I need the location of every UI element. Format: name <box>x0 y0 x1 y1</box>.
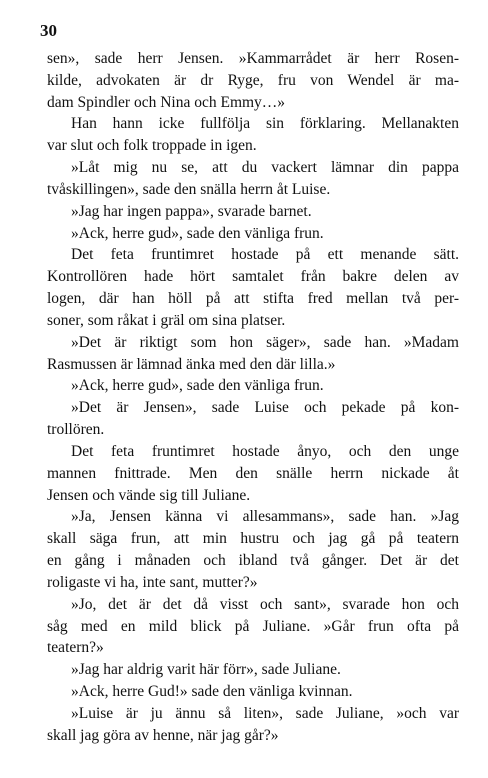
text-line: Rasmussen är lämnad änka med den där lilla.» <box>47 355 336 373</box>
text-line: trollören. <box>47 421 105 439</box>
text-line: Jensen och vände sig till Juliane. <box>47 486 251 504</box>
text-line: soner, som råkat i gräl om sina platser. <box>47 311 286 329</box>
text-line: »Luise är ju ännu så liten», sade Juliane, »och var <box>71 704 459 722</box>
text-line: logen, där han höll på att stifta fred mellan två per- <box>47 290 459 308</box>
page-number: 30 <box>40 21 57 40</box>
text-line: »Ja, Jensen känna vi allesammans», sade han. »Jag <box>71 508 459 526</box>
text-line: »Ack, herre Gud!» sade den vänliga kvinnan. <box>71 683 353 701</box>
text-line: såg med en mild blick på Juliane. »Går frun ofta på <box>47 617 459 635</box>
text-line: teatern?» <box>47 639 104 657</box>
body-text <box>47 48 459 747</box>
text-line: dam Spindler och Nina och Emmy…» <box>47 93 286 111</box>
text-line: kilde, advokaten är dr Ryge, fru von Wendel är ma- <box>47 71 459 89</box>
text-line: »Jag har ingen pappa», svarade barnet. <box>71 202 312 220</box>
text-line: skall säga frun, att min hustru och jag gå på teatern <box>47 530 459 548</box>
text-line: »Ack, herre gud», sade den vänliga frun. <box>71 377 324 395</box>
text-line: mannen fnittrade. Men den snälle herrn nickade åt <box>47 464 459 482</box>
text-line: »Det är riktigt som hon säger», sade han. »Madam <box>71 333 459 351</box>
text-line: en gång i månaden och ibland två gånger. Det är det <box>47 552 459 570</box>
text-line: »Låt mig nu se, att du vackert lämnar din pappa <box>71 159 459 177</box>
text-line: »Jo, det är det då visst och sant», svarade hon och <box>71 595 459 613</box>
text-line: Det feta fruntimret hostade på ett menande sätt. <box>71 246 459 264</box>
text-line: »Jag har aldrig varit här förr», sade Juliane. <box>71 661 341 679</box>
text-line: Det feta fruntimret hostade ånyo, och den unge <box>71 442 459 460</box>
text-line: tvåskillingen», sade den snälla herrn åt Luise. <box>47 180 331 198</box>
text-line: skall jag göra av henne, när jag går?» <box>47 726 279 744</box>
text-line: roligaste vi ha, inte sant, mutter?» <box>47 573 258 591</box>
text-line: Han hann icke fullfölja sin förklaring. Mellanakten <box>71 115 459 133</box>
text-line: »Det är Jensen», sade Luise och pekade på kon- <box>71 399 459 417</box>
text-line: var slut och folk troppade in igen. <box>47 137 257 155</box>
text-line: Kontrollören hade hört samtalet från bakre delen av <box>47 268 459 286</box>
text-line: sen», sade herr Jensen. »Kammarrådet är herr Rosen- <box>47 50 459 67</box>
text-line: »Ack, herre gud», sade den vänliga frun. <box>71 224 324 242</box>
